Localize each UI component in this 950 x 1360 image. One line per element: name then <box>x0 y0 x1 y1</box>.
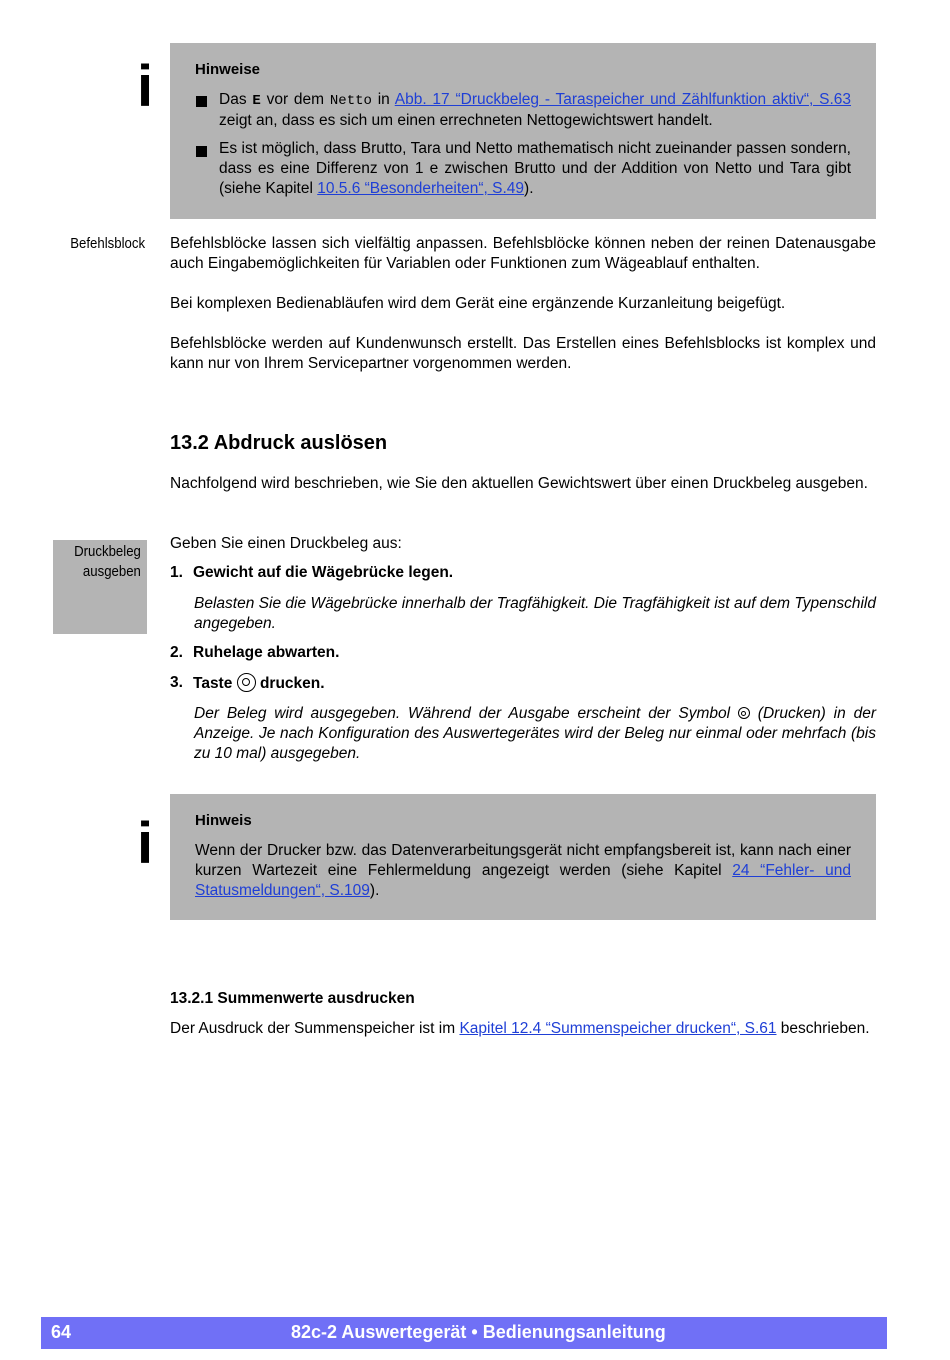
footer-title: 82c-2 Auswertegerät • Bedienungsanleitung <box>291 1322 666 1342</box>
print-key-icon <box>237 673 256 692</box>
section-heading: 13.2 Abdruck auslösen <box>170 432 388 454</box>
side-label-line-1: Druckbeleg <box>74 543 141 560</box>
step-number: 2. <box>170 644 183 661</box>
page-number: 64 <box>51 1322 72 1342</box>
note-box-hinweis <box>170 794 876 920</box>
bullet-icon <box>196 96 207 107</box>
note-title: Hinweis <box>195 812 252 829</box>
note-text: Wenn der Drucker bzw. das Datenverarbeitungsgerät nicht empfangsbereit ist, kann nach einer kurzen Wartezeit eine Fehlermeldung angezeigt werden (siehe Kapitel 24 “Fehler- und Statusmeldungen“, S.109). <box>195 842 851 899</box>
step-1-text: Gewicht auf die Wägebrücke legen. <box>193 564 454 581</box>
step-1-note: Belasten Sie die Wägebrücke innerhalb der Tragfähigkeit. Die Tragfähigkeit ist auf dem Typenschild angegeben. <box>194 595 876 632</box>
margin-label-befehlsblock: Befehlsblock <box>70 235 145 252</box>
info-icon: i <box>137 811 154 876</box>
footer-bar <box>41 1317 887 1349</box>
befehlsblock-paragraph-2: Bei komplexen Bedienabläufen wird dem Gerät eine ergänzende Kurzanleitung beigefügt. <box>170 295 786 312</box>
step-2-text: Ruhelage abwarten. <box>193 644 340 661</box>
subsection-text: Der Ausdruck der Summenspeicher ist im Kapitel 12.4 “Summenspeicher drucken“, S.61 beschrieben. <box>170 1020 870 1037</box>
link-kapitel-10-5-6[interactable]: 10.5.6 “Besonderheiten“, S.49 <box>317 180 525 197</box>
link-kapitel-24[interactable]: 24 “Fehler- und Statusmeldungen“, S.109 <box>195 862 851 899</box>
steps-lead: Geben Sie einen Druckbeleg aus: <box>170 535 402 552</box>
note-title: Hinweise <box>195 61 261 78</box>
step-3-text: Taste drucken. <box>193 675 325 692</box>
bullet-icon <box>196 146 207 157</box>
step-number: 1. <box>170 564 183 581</box>
befehlsblock-paragraph-3: Befehlsblöcke werden auf Kundenwunsch erstellt. Das Erstellen eines Befehlsblocks ist komplex und kann nur von Ihrem Servicepartner vorgenommen werden. <box>170 335 876 372</box>
note-bullet-2: Es ist möglich, dass Brutto, Tara und Netto mathematisch nicht zueinander passen sondern, dass es eine Differenz von 1 e zwischen Brutto und der Addition von Netto und Tara gibt (siehe Kapitel 10.5.6 “Besonderheiten“, S.49). <box>219 140 851 197</box>
step-3-note: Der Beleg wird ausgegeben. Während der Ausgabe erscheint der Symbol (Drucken) in der Anzeige. Je nach Konfiguration des Auswertegerätes wird der Beleg nur einmal oder mehrfach (bis zu 10 mal) ausgegeben. <box>194 705 876 762</box>
subsection-heading: 13.2.1 Summenwerte ausdrucken <box>170 990 415 1007</box>
side-label-line-2: ausgeben <box>83 563 141 580</box>
section-intro: Nachfolgend wird beschrieben, wie Sie den aktuellen Gewichtswert über einen Druckbeleg ausgeben. <box>170 475 868 492</box>
link-kapitel-12-4[interactable]: Kapitel 12.4 “Summenspeicher drucken“, S.61 <box>459 1020 777 1037</box>
note-box-hinweise <box>170 43 876 219</box>
befehlsblock-paragraph-1: Befehlsblöcke lassen sich vielfältig anpassen. Befehlsblöcke können neben der reinen Datenausgabe auch Eingabemöglichkeiten für Variablen oder Funktionen zum Wägeablauf enthalten. <box>170 235 876 272</box>
link-abb-17[interactable]: Abb. 17 “Druckbeleg - Taraspeicher und Zählfunktion aktiv“, S.63 <box>394 91 852 108</box>
info-icon: i <box>137 54 154 119</box>
side-label-box <box>53 540 147 634</box>
print-symbol-icon <box>738 707 750 719</box>
step-number: 3. <box>170 674 183 691</box>
note-bullet-1: Das E vor dem Netto in Abb. 17 “Druckbeleg - Taraspeicher und Zählfunktion aktiv“, S.63 zeigt an, dass es sich um einen errechneten Nettogewichtswert handelt. <box>219 91 852 129</box>
